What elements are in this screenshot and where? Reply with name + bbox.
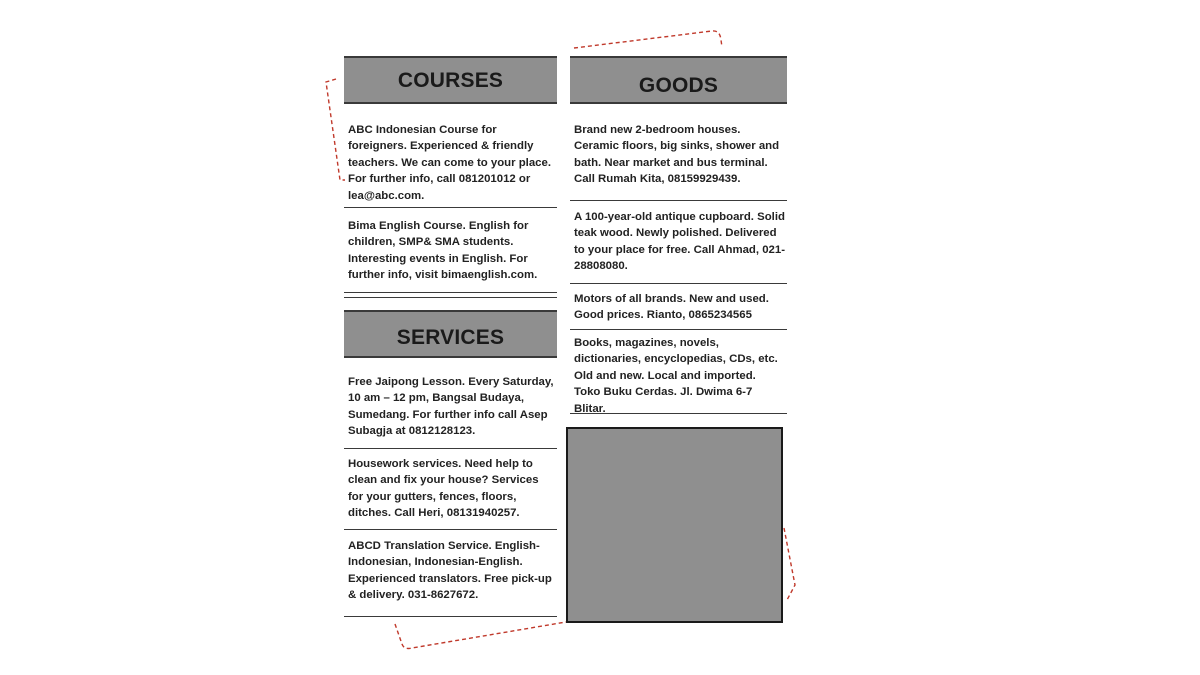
services-end-rule — [344, 616, 557, 617]
services-ad-housework: Housework services. Need help to clean and fix your house? Services for your gutters, fences, floors, ditches. Call Heri, 08131940257. — [348, 458, 539, 520]
services-ad-translation: ABCD Translation Service. English-Indonesian, Indonesian-English. Experienced translators. Free pick-up & delivery. 031-8627672. — [348, 540, 552, 602]
goods-ad-motors: Motors of all brands. New and used. Good prices. Rianto, 0865234565 — [574, 293, 769, 322]
courses-ad-bima: Bima English Course. English for children, SMP& SMA students. Interesting events in English. For further info, visit bimaenglish.com. — [348, 220, 538, 282]
courses-ad-abc: ABC Indonesian Course for foreigners. Experienced & friendly teachers. We can come to your place. For further info, call 081201012 or lea@abc.com. — [348, 124, 552, 202]
goods-ad-books: Books, magazines, novels, dictionaries, encyclopedias, CDs, etc. Old and new. Local and imported. Toko Buku Cerdas. Jl. Dwima 6-7 Blitar. — [574, 337, 778, 415]
goods-header: GOODS — [570, 56, 787, 104]
right-column — [570, 56, 787, 414]
left-column — [344, 56, 557, 617]
image-placeholder-box — [566, 427, 783, 623]
goods-ad-houses: Brand new 2-bedroom houses. Ceramic floors, big sinks, shower and bath. Near market and bus terminal. Call Rumah Kita, 08159929439. — [574, 124, 780, 186]
goods-ad-cupboard: A 100-year-old antique cupboard. Solid teak wood. Newly polished. Delivered to your place for free. Call Ahmad, 021-28808080. — [574, 211, 785, 273]
services-ad-jaipong: Free Jaipong Lesson. Every Saturday, 10 am – 12 pm, Bangsal Budaya, Sumedang. For further info call Asep Subagja at 0812128123. — [348, 376, 554, 438]
services-header: SERVICES — [344, 310, 557, 358]
courses-header: COURSES — [344, 56, 557, 104]
